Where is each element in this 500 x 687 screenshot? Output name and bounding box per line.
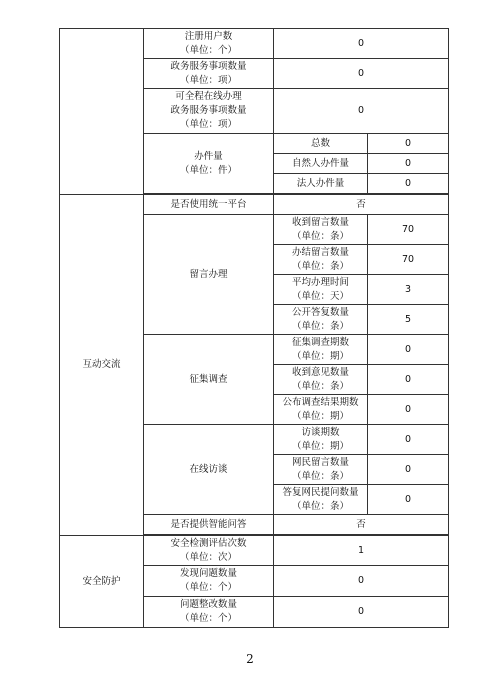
statistics-table xyxy=(59,28,449,628)
msg-handled-label: 办结留言数量 （单位：条） xyxy=(274,245,368,275)
security-checks-label: 安全检测评估次数 （单位：次） xyxy=(144,536,274,566)
cases-natural-label: 自然人办件量 xyxy=(274,154,368,174)
online-items-value: 0 xyxy=(274,89,449,134)
survey-results-label: 公布调查结果期数 （单位：期） xyxy=(274,395,368,425)
page-number: 2 xyxy=(246,652,254,666)
interview-periods-value: 0 xyxy=(368,425,449,455)
interview-questions-value: 0 xyxy=(368,455,449,485)
interview-periods-label: 访谈期数 （单位：期） xyxy=(274,425,368,455)
cases-legal-value: 0 xyxy=(368,174,449,194)
security-issues-label: 发现问题数量 （单位：个） xyxy=(144,566,274,597)
survey-periods-value: 0 xyxy=(368,335,449,365)
unified-platform-label: 是否使用统一平台 xyxy=(144,195,274,215)
msg-received-value: 70 xyxy=(368,215,449,245)
security-fixed-label: 问题整改数量 （单位：个） xyxy=(144,597,274,628)
msg-public-value: 5 xyxy=(368,305,449,335)
security-issues-value: 0 xyxy=(274,566,449,597)
msg-public-label: 公开答复数量 （单位：条） xyxy=(274,305,368,335)
unified-platform-value: 否 xyxy=(274,195,449,215)
survey-periods-label: 征集调查期数 （单位：期） xyxy=(274,335,368,365)
reg-users-value: 0 xyxy=(274,29,449,59)
section-security: 安全防护 xyxy=(60,536,144,628)
survey-opinions-value: 0 xyxy=(368,365,449,395)
msg-received-label: 收到留言数量 （单位：条） xyxy=(274,215,368,245)
section-cell-blank xyxy=(60,29,144,195)
msg-handled-value: 70 xyxy=(368,245,449,275)
cases-natural-value: 0 xyxy=(368,154,449,174)
interview-label: 在线访谈 xyxy=(144,425,274,515)
survey-label: 征集调查 xyxy=(144,335,274,425)
interview-answers-label: 答复网民提问数量 （单位：条） xyxy=(274,485,368,515)
survey-results-value: 0 xyxy=(368,395,449,425)
service-items-value: 0 xyxy=(274,59,449,89)
section-interaction: 互动交流 xyxy=(60,195,144,536)
interview-answers-value: 0 xyxy=(368,485,449,515)
messages-label: 留言办理 xyxy=(144,215,274,335)
msg-avg-time-label: 平均办理时间 （单位：天） xyxy=(274,275,368,305)
reg-users-label: 注册用户数 （单位：个） xyxy=(144,29,274,59)
cases-legal-label: 法人办件量 xyxy=(274,174,368,194)
smart-qa-value: 否 xyxy=(274,515,449,535)
security-fixed-value: 0 xyxy=(274,597,449,628)
survey-opinions-label: 收到意见数量 （单位：条） xyxy=(274,365,368,395)
security-checks-value: 1 xyxy=(274,536,449,566)
service-items-label: 政务服务事项数量 （单位：项） xyxy=(144,59,274,89)
online-items-label: 可全程在线办理 政务服务事项数量 （单位：项） xyxy=(144,89,274,134)
smart-qa-label: 是否提供智能问答 xyxy=(144,515,274,535)
interview-questions-label: 网民留言数量 （单位：条） xyxy=(274,455,368,485)
cases-total-value: 0 xyxy=(368,134,449,154)
msg-avg-time-value: 3 xyxy=(368,275,449,305)
cases-total-label: 总数 xyxy=(274,134,368,154)
cases-label: 办件量 （单位：件） xyxy=(144,134,274,194)
